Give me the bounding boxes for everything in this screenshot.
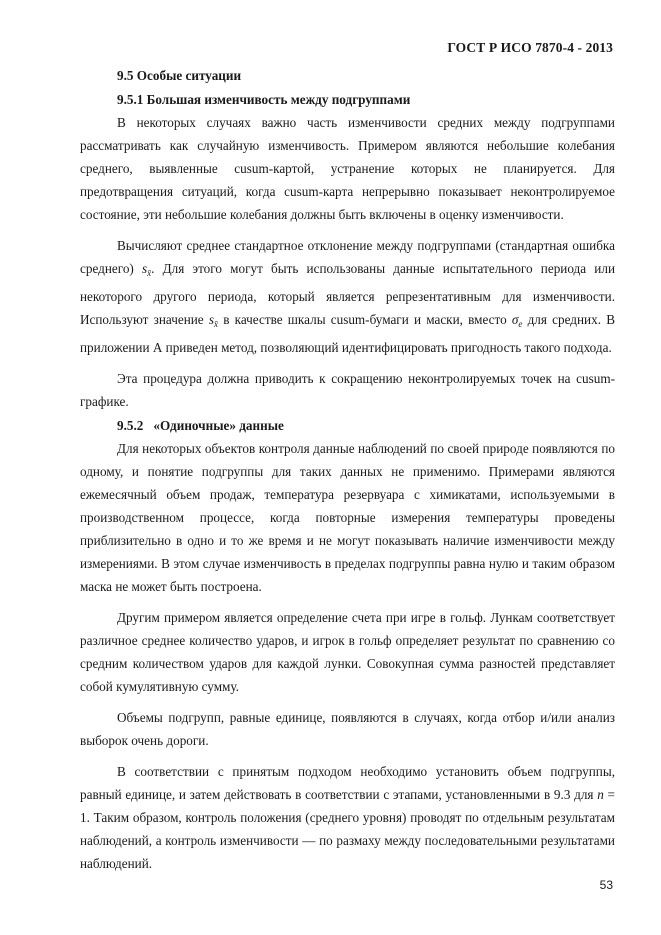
sigma-e-symbol: $\sigma_e$ <box>511 312 523 329</box>
subsection-number: 9.5.2 <box>117 418 144 433</box>
paragraph: Объемы подгрупп, равные единице, появляются в случаях, когда отбор и/или анализ выборок очень дороги. <box>80 710 615 748</box>
std-error-symbol: $s_{x̄}$ <box>142 261 152 278</box>
subsection-heading-9-5-2 <box>80 414 615 437</box>
subsection-heading-9-5-1 <box>80 88 615 111</box>
paragraph: Эта процедура должна приводить к сокращению неконтролируемых точек на cusum-графике. <box>80 371 615 409</box>
section-title: Особые ситуации <box>136 68 242 83</box>
std-error-symbol: $s_{x̄}$ <box>208 312 218 329</box>
variable-n: n <box>597 787 604 802</box>
paragraph: Вычисляют среднее стандартное отклонение между подгруппами (стандартная ошибка среднего) $s_{x̄}$. Для этого могут быть использованы данные испытательного периода или некоторого другого периода, который является репрезентативным для изменчивости. Используют значение $s_{x̄}$ в качестве шкалы cusum-бумаги и маски, вместо $\sigma_e$ для средних. В приложении А приведен метод, позволяющий идентифицировать пригодность такого подхода. <box>80 238 615 355</box>
subsection-title: «Одиночные» данные <box>153 418 284 433</box>
subsection-number: 9.5.1 <box>117 92 144 107</box>
subsection-title: Большая изменчивость между подгруппами <box>146 92 411 107</box>
paragraph: Другим примером является определение счета при игре в гольф. Лункам соответствует различное среднее количество ударов, и игрок в гольф определяет результат по сравнению со средним количеством ударов для каждой лунки. Совокупная сумма разностей представляет собой кумулятивную сумму. <box>80 610 615 694</box>
section-number: 9.5 <box>117 68 134 83</box>
standard-designation: ГОСТ Р ИСО 7870-4 - 2013 <box>447 40 613 55</box>
paragraph: Для некоторых объектов контроля данные наблюдений по своей природе появляются по одному, и понятие подгруппы для таких данных не применимо. Примерами являются ежемесячный объем продаж, температура резервуара с химикатами, используемыми в производственном процессе, когда повторные измерения температуры проведены приблизительно в одно и то же время и не могут показывать наличие изменчивости между измерениями. В этом случае изменчивость в пределах подгруппы равна нулю и таким образом маска не может быть построена. <box>80 441 615 594</box>
section-heading <box>80 64 615 87</box>
paragraph: В соответствии с принятым подходом необходимо установить объем подгруппы, равный единице, и затем действовать в соответствии с этапами, установленными в 9.3 для n = 1. Таким образом, контроль положения (среднего уровня) проводят по отдельным результатам наблюдений, а контроль изменчивости — по размаху между последовательными результатами наблюдений. <box>80 764 615 871</box>
document-body <box>80 64 615 875</box>
paragraph: В некоторых случаях важно часть изменчивости средних между подгруппами рассматривать как случайную изменчивость. Примером являются небольшие колебания среднего, выявленные cusum-картой, устранение которых не планируется. Для предотвращения ситуаций, когда cusum-карта непрерывно показывает неконтролируемое состояние, эти небольшие колебания должны быть включены в оценку изменчивости. <box>80 115 615 222</box>
page-number: 53 <box>599 878 613 892</box>
